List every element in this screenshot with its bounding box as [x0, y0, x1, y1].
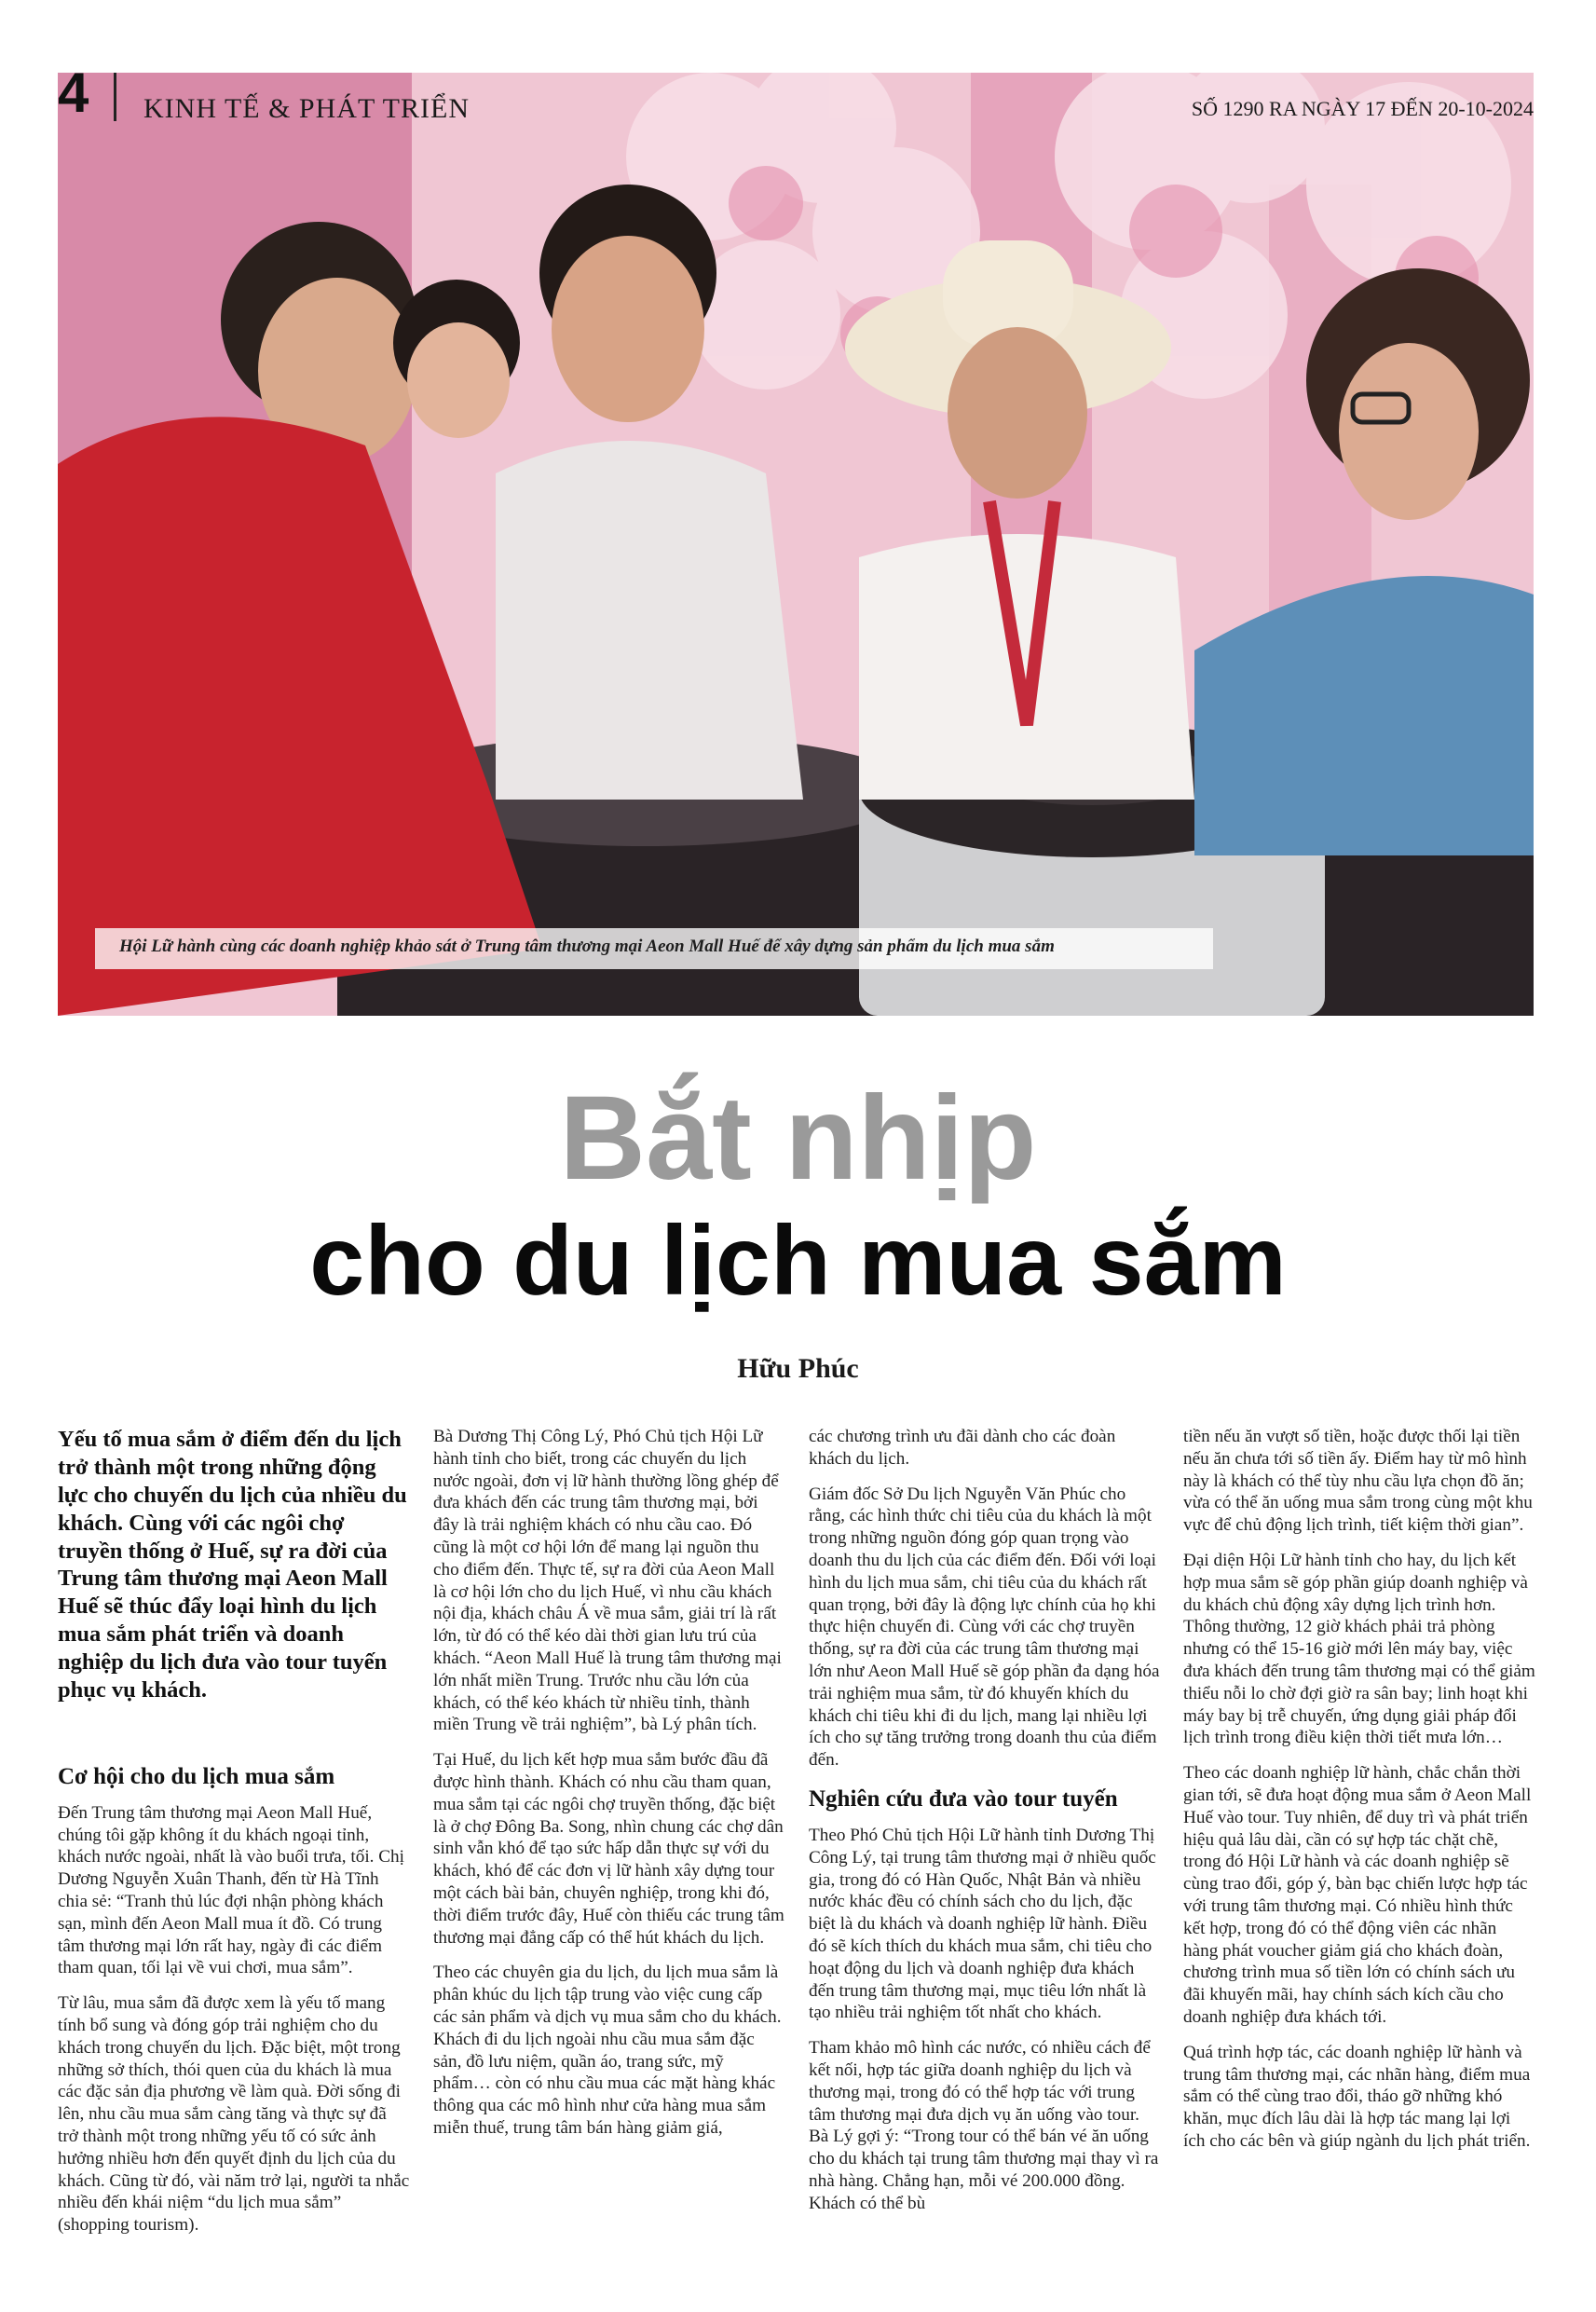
- photo-illustration: [58, 73, 1534, 1016]
- paragraph: Giám đốc Sở Du lịch Nguyễn Văn Phúc cho rằng, các hình thức chi tiêu của du khách là một trong những nguồn đóng góp quan trọng vào doanh thu du lịch của các điểm đến. Đối với loại hình du lịch mua sắm, chi tiêu của du khách rất quan trọng, bởi đây là động lực chính của họ khi thực hiện chuyến đi. Cùng với các chợ truyền thống, sự ra đời của các trung tâm thương mại lớn như Aeon Mall Huế sẽ góp phần đa dạng hóa trải nghiệm mua sắm, từ đó khuyến khích du khách chi tiêu khi đi du lịch, mang lại nhiều lợi ích cho sự tăng trưởng trong doanh thu của điểm đến.: [809, 1484, 1160, 1771]
- hero-photo: [58, 73, 1534, 1016]
- paragraph: Tham khảo mô hình các nước, có nhiều cách để kết nối, hợp tác giữa doanh nghiệp du lịch và thương mại, trong đó có thể hợp tác với trung tâm thương mại đưa dịch vụ ăn uống vào tour. Bà Lý gợi ý: “Trong tour có thể bán vé ăn uống cho du khách tại trung tâm thương mại thay vì ra nhà hàng. Chẳng hạn, mỗi vé 200.000 đồng. Khách có thể bù: [809, 2038, 1159, 2213]
- headline-line-2: cho du lịch mua sắm: [309, 1206, 1287, 1316]
- headline-line-1: Bắt nhịp: [559, 1072, 1037, 1205]
- subhead-research: Nghiên cứu đưa vào tour tuyến: [809, 1785, 1118, 1812]
- paragraph: các chương trình ưu đãi dành cho các đoàn khách du lịch.: [809, 1427, 1116, 1469]
- paragraph: Theo Phó Chủ tịch Hội Lữ hành tỉnh Dương Thị Công Lý, tại trung tâm thương mại ở nhiều quốc gia, trong đó có Hàn Quốc, Nhật Bản và nhiều nước khác đều có chính sách cho du lịch, đặc biệt là du khách và doanh nghiệp lữ hành. Điều đó sẽ kích thích du khách mua sắm, chi tiêu cho hoạt động du lịch và doanh nghiệp đưa khách đến trung tâm thương mại, mục tiêu lớn nhất là tạo nhiều trải nghiệm tốt nhất cho khách.: [809, 1825, 1156, 2023]
- paragraph: Đại diện Hội Lữ hành tỉnh cho hay, du lịch kết hợp mua sắm sẽ góp phần giúp doanh nghiệp và du khách chủ động xây dựng lịch trình hơn. Thông thường, 12 giờ khách phải trả phòng nhưng có thể 15-16 giờ mới lên máy bay, việc đưa khách đến trung tâm thương mại có thể giảm thiểu nỗi lo chờ đợi giờ ra sân bay; linh hoạt khi máy bay bị trễ chuyến, ứng dụng giải pháp đổi lịch trình trong điều kiện thời tiết mưa lớn…: [1183, 1550, 1535, 1748]
- header-divider: [114, 73, 116, 121]
- paragraph: Bà Dương Thị Công Lý, Phó Chủ tịch Hội Lữ hành tỉnh cho biết, trong các chuyến du lịch nước ngoài, đơn vị lữ hành thường lồng ghép để đưa khách đến các trung tâm thương mại, bởi đây là trải nghiệm khách có nhu cầu cao. Đó cũng là một cơ hội lớn để mang lại nguồn thu cho điểm đến. Thực tế, sự ra đời của Aeon Mall là cơ hội lớn cho du lịch Huế, vì nhu cầu khách nội địa, khách châu Á về mua sắm, giải trí là rất lớn, từ đó có thể kéo dài thời gian lưu trú của khách. “Aeon Mall Huế là trung tâm thương mại lớn nhất miền Trung. Trước nhu cầu lớn của khách, có thể kéo khách từ nhiều tỉnh, thành miền Trung về trải nghiệm”, bà Lý phân tích.: [433, 1427, 782, 1735]
- page-number: 4: [58, 62, 89, 124]
- paragraph: Từ lâu, mua sắm đã được xem là yếu tố mang tính bổ sung và đóng góp trải nghiệm cho du khách trong chuyến du lịch. Đặc biệt, một trong những sở thích, thói quen của du khách là mua các đặc sản địa phương về làm quà. Đời sống đi lên, nhu cầu mua sắm càng tăng và thực sự đã trở thành một trong những yếu tố có sức ảnh hưởng nhiều hơn đến quyết định du lịch của du khách. Cũng từ đó, vài năm trở lại, người ta nhắc nhiều đến khái niệm “du lịch mua sắm” (shopping tourism).: [58, 1993, 410, 2236]
- column-1: [58, 1426, 410, 2264]
- lead-paragraph: Yếu tố mua sắm ở điểm đến du lịch trở thành một trong những động lực cho chuyến du lịch của nhiều du khách. Cùng với các ngôi chợ truyền thống ở Huế, sự ra đời của Trung tâm thương mại Aeon Mall Huế sẽ thúc đẩy loại hình du lịch mua sắm phát triển và doanh nghiệp du lịch đưa vào tour tuyến phục vụ khách.: [58, 1427, 407, 1703]
- paragraph: tiền nếu ăn vượt số tiền, hoặc được thối lại tiền nếu ăn chưa tới số tiền ấy. Điểm hay từ mô hình này là khách có thể tùy nhu cầu lựa chọn đồ ăn; vừa có thể ăn uống mua sắm trong cùng một khu vực để chủ động lịch trình, tiết kiệm thời gian”.: [1183, 1427, 1533, 1536]
- photo-caption: Hội Lữ hành cùng các doanh nghiệp khảo sát ở Trung tâm thương mại Aeon Mall Huế để xây dựng sản phẩm du lịch mua sắm: [119, 937, 1055, 956]
- column-3: [809, 1426, 1161, 2264]
- paragraph: Theo các chuyên gia du lịch, du lịch mua sắm là phân khúc du lịch tập trung vào việc cung cấp các sản phẩm và dịch vụ mua sắm cho du khách. Khách đi du lịch ngoài nhu cầu mua sắm đặc sản, đồ lưu niệm, quần áo, trang sức, mỹ phẩm… còn có nhu cầu mua các mặt hàng khác thông qua các mô hình như cửa hàng mua sắm miễn thuế, trung tâm bán hàng giảm giá,: [433, 1963, 782, 2138]
- column-4: [1183, 1426, 1535, 2264]
- section-name: KINH TẾ & PHÁT TRIỂN: [143, 93, 470, 124]
- paragraph: Quá trình hợp tác, các doanh nghiệp lữ hành và trung tâm thương mại, các nhãn hàng, điểm mua sắm có thể cùng trao đổi, tháo gỡ những khó khăn, mục đích lâu dài là hợp tác mang lại lợi ích cho các bên và giúp ngành du lịch phát triển.: [1183, 2042, 1531, 2151]
- page-header: [58, 62, 1534, 132]
- paragraph: Đến Trung tâm thương mại Aeon Mall Huế, chúng tôi gặp không ít du khách ngoại tỉnh, khách nước ngoài, nhất là vào buổi trưa, tối. Chị Dương Nguyễn Xuân Thanh, đến từ Hà Tĩnh chia sẻ: “Tranh thủ lúc đợi nhận phòng khách sạn, mình đến Aeon Mall mua ít đồ. Có trung tâm thương mại lớn rất hay, ngày đi các điểm tham quan, tối lại về vui chơi, mua sắm”.: [58, 1802, 404, 1978]
- paragraph: Theo các doanh nghiệp lữ hành, chắc chắn thời gian tới, sẽ đưa hoạt động mua sắm ở Aeon Mall Huế vào tour. Tuy nhiên, để duy trì và phát triển hiệu quả lâu dài, cần có sự hợp tác chặt chẽ, trong đó Hội Lữ hành và các doanh nghiệp sẽ cùng trao đổi, góp ý, bàn bạc chiến lược hợp tác với trung tâm thương mại. Có nhiều hình thức kết hợp, trong đó có thể động viên các nhãn hàng phát voucher giảm giá cho khách đoàn, chương trình mua số tiền lớn có chính sách ưu đãi khuyến mãi, hay chính sách kích cầu cho doanh nghiệp đưa khách tới.: [1183, 1763, 1532, 2027]
- issue-info: SỐ 1290 RA NGÀY 17 ĐẾN 20-10-2024: [1191, 97, 1534, 120]
- byline: Hữu Phúc: [737, 1353, 859, 1384]
- column-2: [433, 1426, 785, 2264]
- paragraph: Tại Huế, du lịch kết hợp mua sắm bước đầu đã được hình thành. Khách có nhu cầu tham quan, mua sắm tại các ngôi chợ truyền thống, đặc biệt là ở chợ Đông Ba. Song, nhìn chung các chợ dân sinh vẫn khó để tạo sức hấp dẫn thực sự với du khách, khó để các đơn vị lữ hành xây dựng tour một cách bài bản, chuyên nghiệp, trong khi đó, thời điểm trước đây, Huế còn thiếu các trung tâm thương mại đẳng cấp có thể hút khách du lịch.: [433, 1750, 784, 1948]
- subhead-opportunity: Cơ hội cho du lịch mua sắm: [58, 1763, 335, 1789]
